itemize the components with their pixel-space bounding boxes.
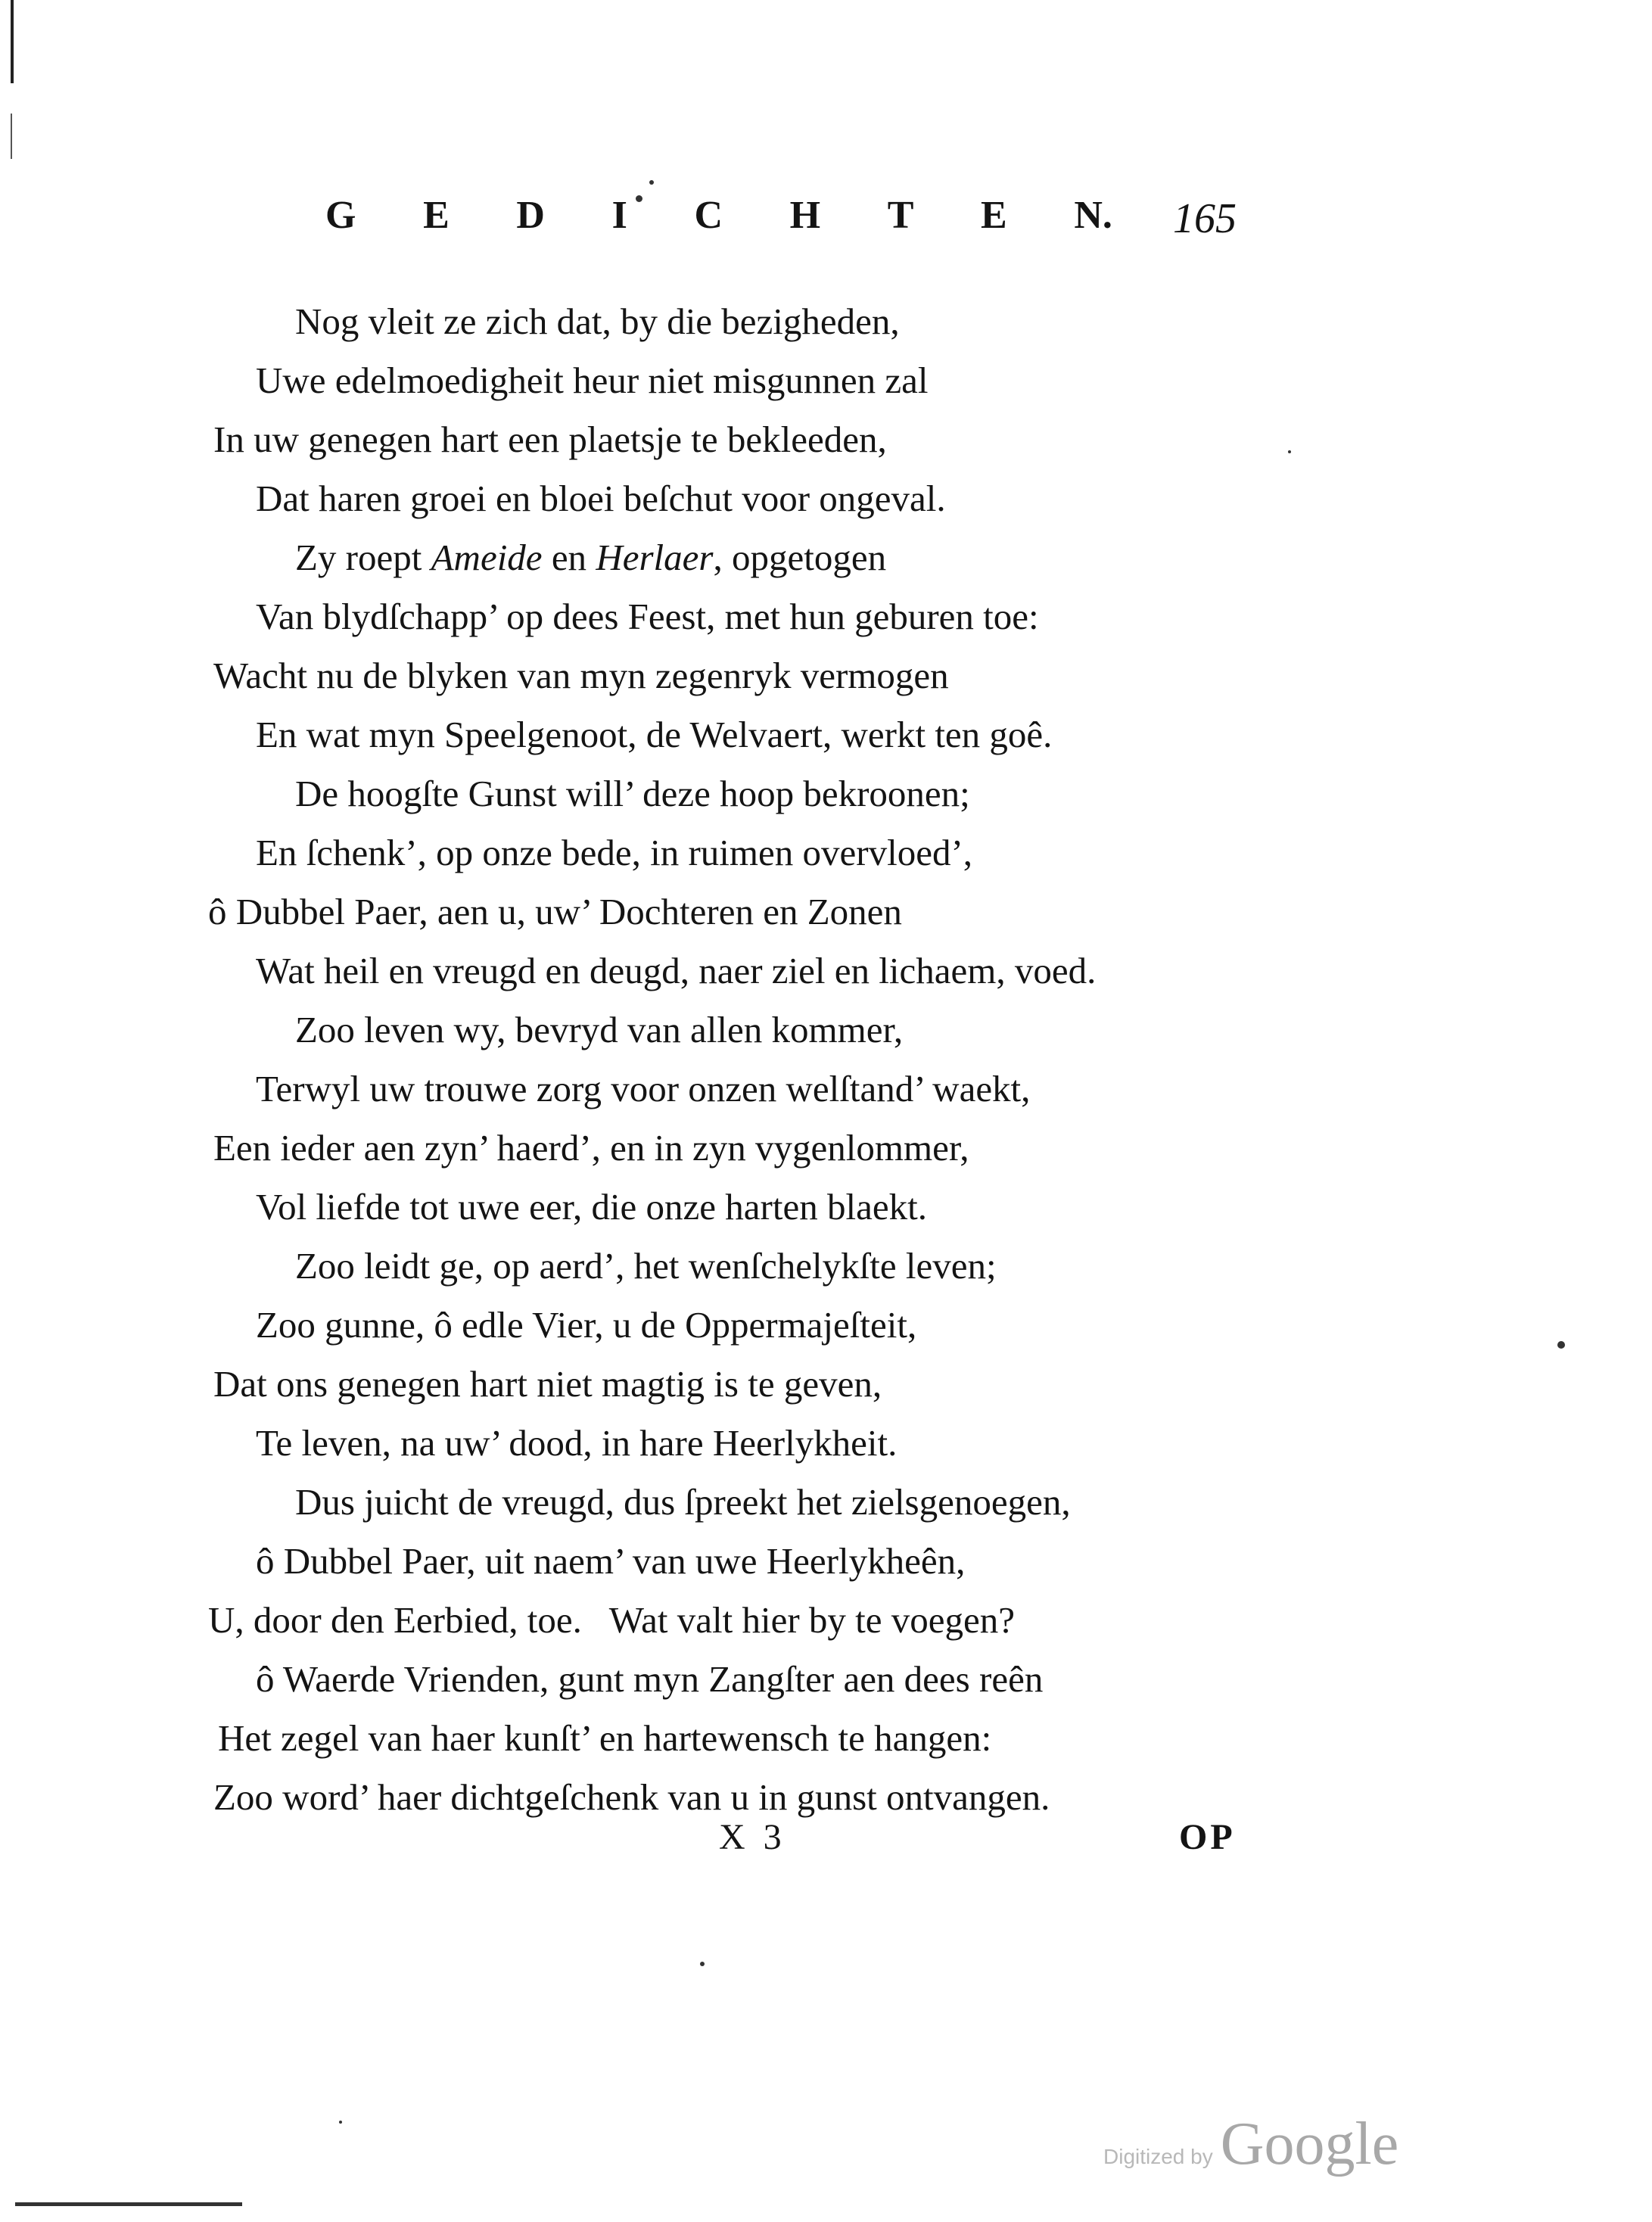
- google-logo: Google: [1220, 2111, 1399, 2177]
- running-head-letter: G: [325, 194, 356, 237]
- ink-speck: [1557, 1341, 1565, 1349]
- catchword: OP: [1179, 1817, 1236, 1857]
- running-head-letter: E: [423, 194, 450, 237]
- poem-line: Wacht nu de blyken van myn zegenryk vermogen: [213, 655, 949, 696]
- poem-line: Dat haren groei en bloei beſchut voor ongeval.: [256, 478, 946, 519]
- poem-line: Zy roept Ameide en Herlaer, opgetogen: [295, 537, 887, 578]
- poem-line: De hoogſte Gunst will’ deze hoop bekroonen;: [295, 773, 970, 814]
- running-head-title: [325, 193, 1112, 238]
- poem-line: Dus juicht de vreugd, dus ſpreekt het zielsgenoegen,: [295, 1481, 1071, 1523]
- ink-speck: [649, 180, 654, 185]
- poem-line: In uw genegen hart een plaetsje te bekleeden,: [213, 419, 887, 460]
- running-head-letter: C: [694, 194, 723, 237]
- poem-line: Terwyl uw trouwe zorg voor onzen welſtand’ waekt,: [256, 1068, 1031, 1109]
- poem-line: En ſchenk’, op onze bede, in ruimen overvloed’,: [256, 832, 973, 873]
- poem-line: ô Waerde Vrienden, gunt myn Zangſter aen dees reên: [256, 1658, 1044, 1700]
- poem-line: Uwe edelmoedigheit heur niet misgunnen zal: [256, 359, 929, 401]
- ink-speck: [700, 1962, 705, 1966]
- poem-line: Zoo leven wy, bevryd van allen kommer,: [295, 1009, 904, 1050]
- running-head-letter: D: [516, 194, 545, 237]
- poem-line: Dat ons genegen hart niet magtig is te geven,: [213, 1363, 882, 1405]
- poem-line: Van blydſchapp’ op dees Feest, met hun geburen toe:: [256, 596, 1039, 637]
- ink-speck: [1288, 450, 1291, 453]
- running-head-letter: H: [789, 194, 821, 237]
- poem-line: Zoo gunne, ô edle Vier, u de Oppermajeſteit,: [256, 1304, 917, 1346]
- place-name: Ameide: [431, 537, 543, 578]
- running-head-letter: I: [611, 194, 627, 237]
- watermark-prefix: Digitized by: [1103, 2145, 1213, 2168]
- poem-line: ô Dubbel Paer, aen u, uw’ Dochteren en Zonen: [208, 891, 902, 932]
- poem-line: Zoo word’ haer dichtgeſchenk van u in gunst ontvangen.: [213, 1776, 1050, 1818]
- running-head-letter: T: [887, 194, 914, 237]
- ink-speck: [339, 2121, 342, 2124]
- poem-line: Nog vleit ze zich dat, by die bezigheden,: [295, 300, 900, 342]
- poem-line: Te leven, na uw’ dood, in hare Heerlykheit.: [256, 1422, 898, 1464]
- poem-line: Het zegel van haer kunſt’ en hartewensch te hangen:: [218, 1717, 992, 1759]
- running-head-letter: N.: [1074, 194, 1112, 237]
- poem-line: Vol liefde tot uwe eer, die onze harten blaekt.: [256, 1186, 927, 1228]
- poem-line: Een ieder aen zyn’ haerd’, en in zyn vygenlommer,: [213, 1127, 969, 1169]
- ink-speck: [636, 195, 642, 202]
- poem-line: En wat myn Speelgenoot, de Welvaert, werkt ten goê.: [256, 714, 1053, 755]
- signature-mark: X 3: [719, 1817, 786, 1857]
- place-name: Herlaer: [596, 537, 714, 578]
- poem-line: ô Dubbel Paer, uit naem’ van uwe Heerlykheên,: [256, 1540, 966, 1582]
- binding-edge-mark: [11, 0, 14, 83]
- poem-line: U, door den Eerbied, toe. Wat valt hier by te voegen?: [208, 1599, 1015, 1641]
- page-number: 165: [1173, 195, 1237, 242]
- running-head: [325, 193, 1271, 254]
- digitized-watermark: [1103, 2110, 1398, 2179]
- page-edge-shadow: [15, 2202, 242, 2206]
- poem-line: Wat heil en vreugd en deugd, naer ziel en lichaem, voed.: [256, 950, 1097, 991]
- poem-line: Zoo leidt ge, op aerd’, het wenſchelykſte leven;: [295, 1245, 997, 1287]
- running-head-letter: E: [981, 194, 1007, 237]
- binding-edge-mark: [11, 114, 12, 159]
